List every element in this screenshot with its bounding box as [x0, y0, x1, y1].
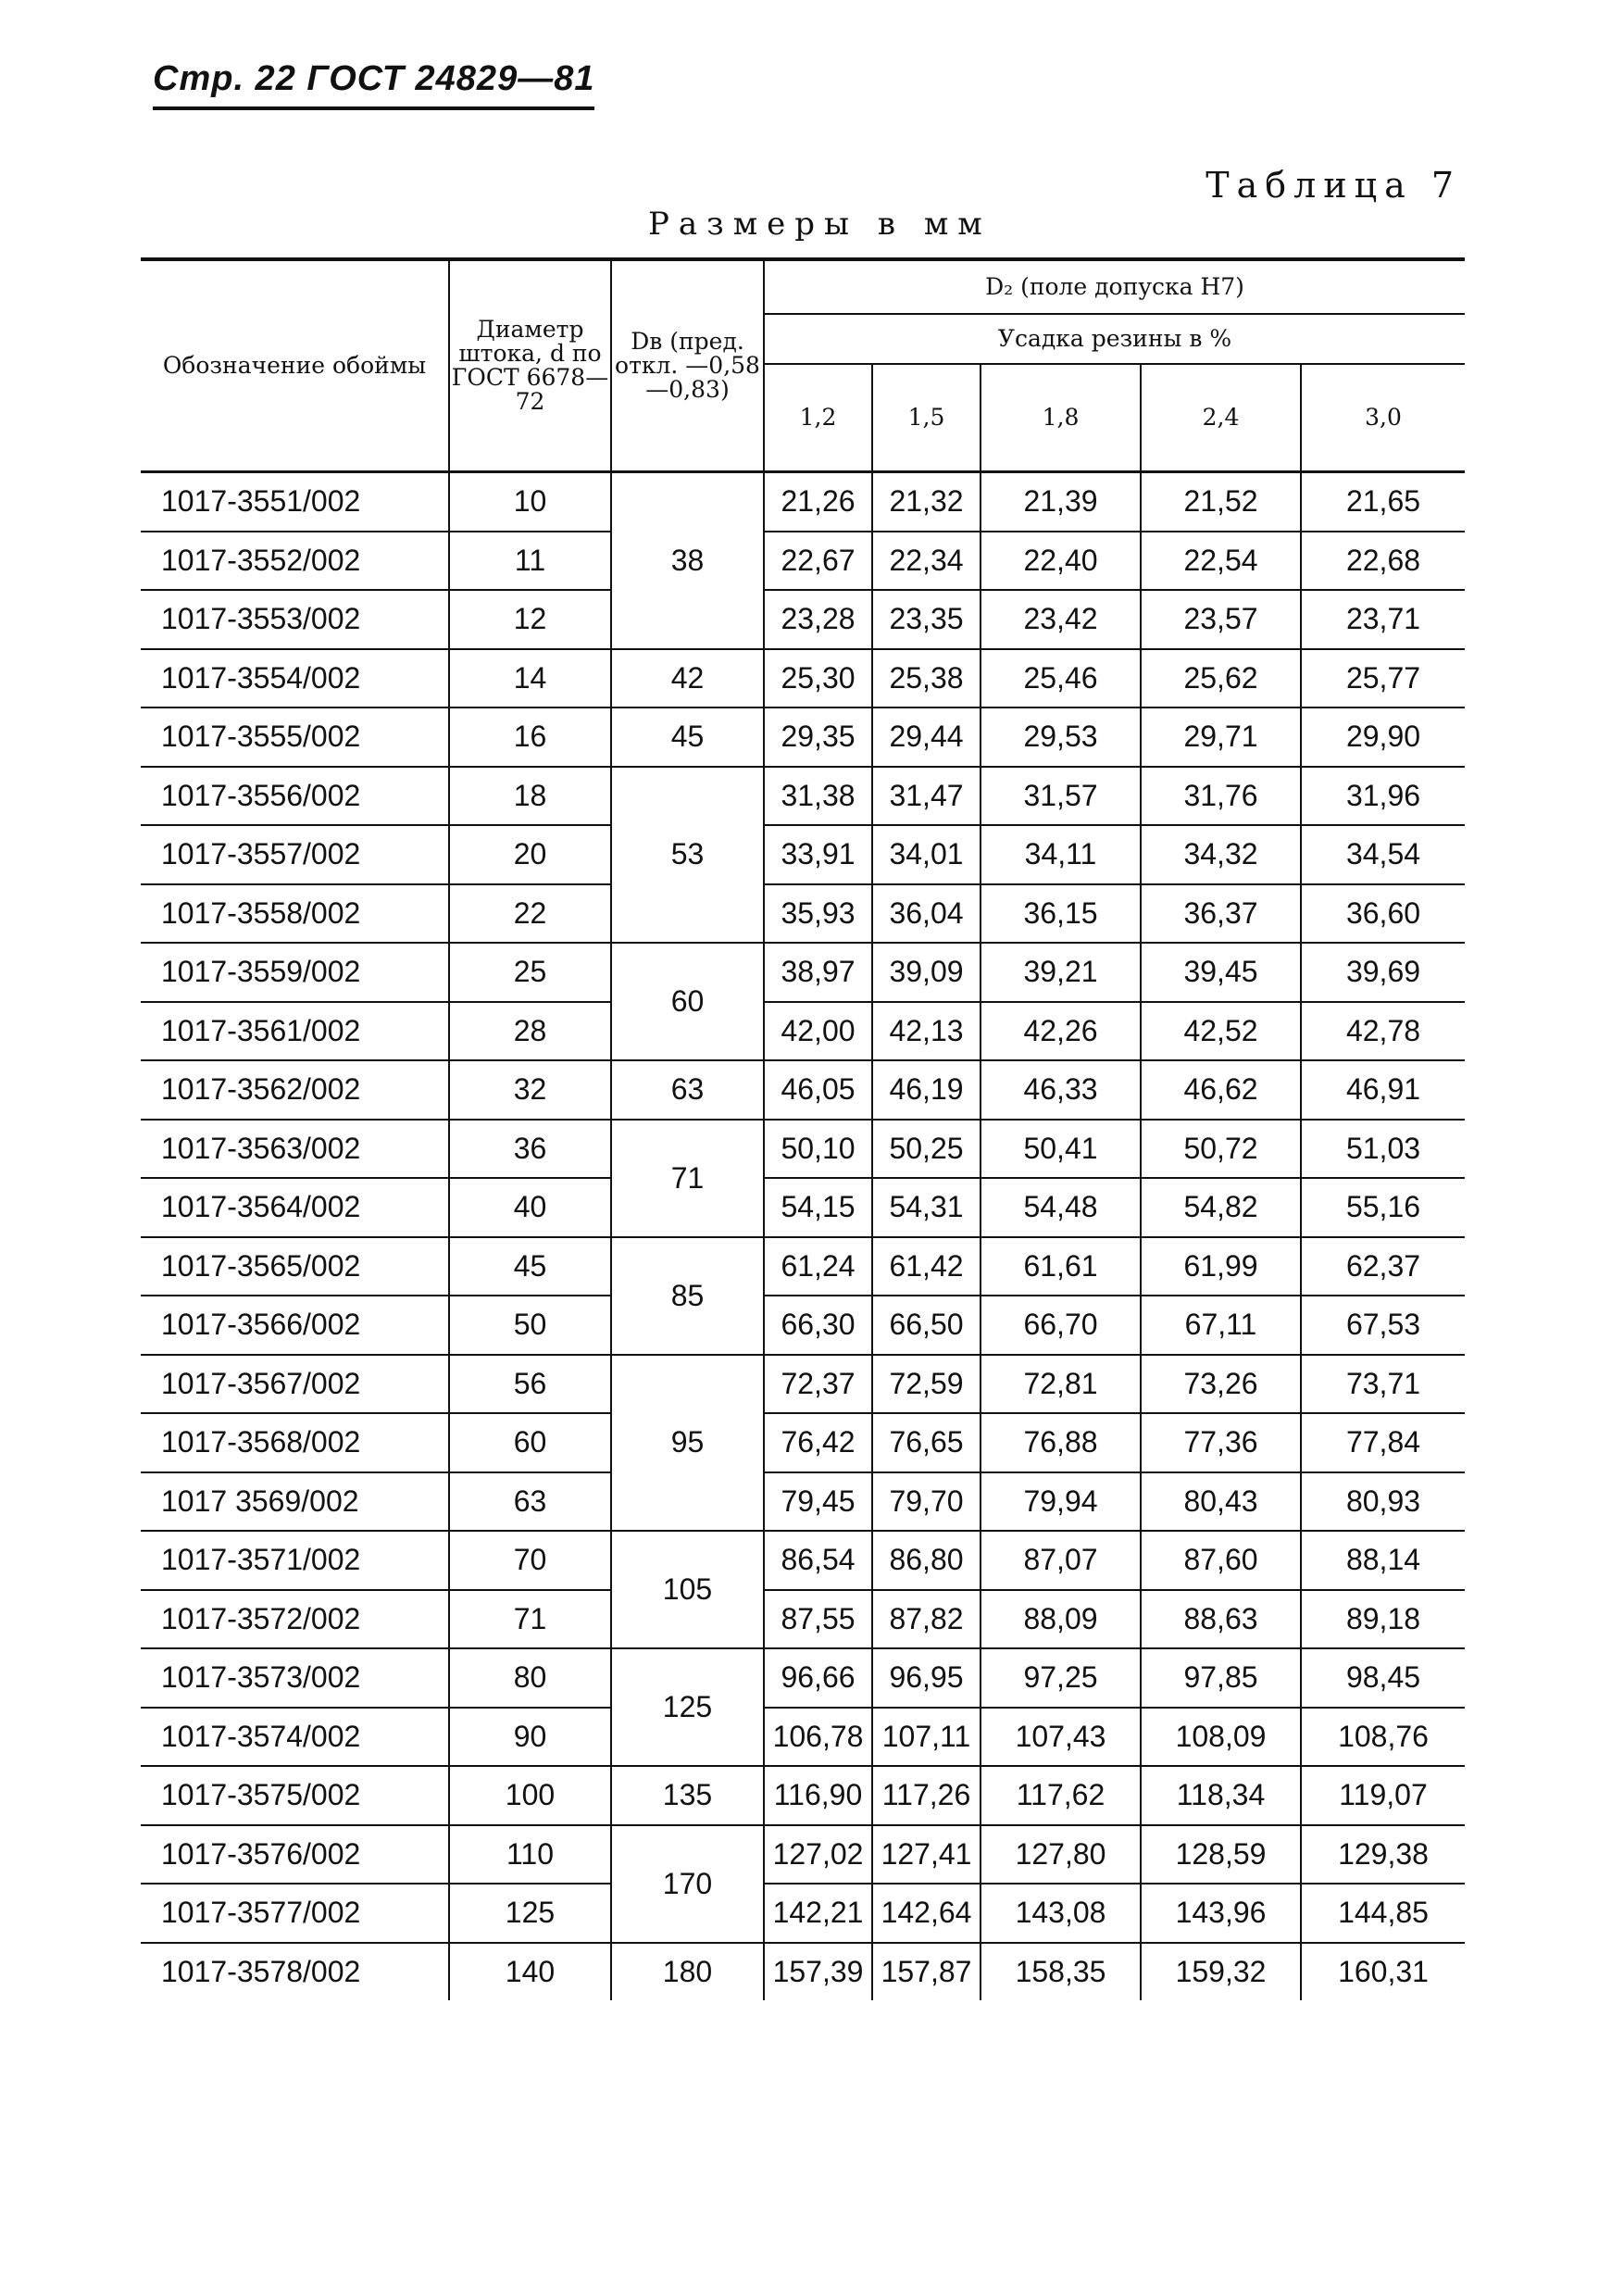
value-cell-c18: 23,42: [981, 590, 1141, 649]
value-cell-c15: 157,87: [872, 1943, 981, 2001]
value-cell-c24: 31,76: [1141, 767, 1301, 826]
value-cell-c12: 23,28: [764, 590, 872, 649]
rod-diameter-cell: 70: [449, 1531, 611, 1590]
db-cell: 53: [611, 767, 764, 944]
col-header-shrink-1-5: 1,5: [872, 364, 981, 472]
db-cell: 95: [611, 1355, 764, 1532]
value-cell-c15: 142,64: [872, 1884, 981, 1943]
db-cell: 105: [611, 1531, 764, 1648]
value-cell-c18: 72,81: [981, 1355, 1141, 1414]
value-cell-c15: 61,42: [872, 1237, 981, 1296]
value-cell-c30: 39,69: [1301, 943, 1465, 1002]
value-cell-c15: 72,59: [872, 1355, 981, 1414]
value-cell-c30: 29,90: [1301, 707, 1465, 767]
designation-cell: 1017-3562/002: [141, 1060, 449, 1120]
value-cell-c24: 39,45: [1141, 943, 1301, 1002]
table-row: [141, 884, 1465, 944]
value-cell-c18: 22,40: [981, 532, 1141, 591]
rod-diameter-cell: 22: [449, 884, 611, 944]
value-cell-c30: 77,84: [1301, 1413, 1465, 1472]
value-cell-c12: 96,66: [764, 1648, 872, 1708]
col-header-rod-diameter: Диаметр штока, d по ГОСТ 6678—72: [449, 259, 611, 472]
db-cell: 85: [611, 1237, 764, 1355]
value-cell-c12: 29,35: [764, 707, 872, 767]
value-cell-c12: 87,55: [764, 1590, 872, 1649]
value-cell-c18: 46,33: [981, 1060, 1141, 1120]
value-cell-c24: 128,59: [1141, 1825, 1301, 1885]
designation-cell: 1017-3578/002: [141, 1943, 449, 2001]
designation-cell: 1017 3569/002: [141, 1472, 449, 1532]
designation-cell: 1017-3558/002: [141, 884, 449, 944]
rod-diameter-cell: 20: [449, 825, 611, 884]
value-cell-c30: 62,37: [1301, 1237, 1465, 1296]
value-cell-c15: 79,70: [872, 1472, 981, 1532]
value-cell-c12: 35,93: [764, 884, 872, 944]
value-cell-c24: 143,96: [1141, 1884, 1301, 1943]
db-cell: 42: [611, 649, 764, 708]
value-cell-c18: 88,09: [981, 1590, 1141, 1649]
value-cell-c12: 54,15: [764, 1178, 872, 1237]
table-title: Таблица 7: [1206, 165, 1461, 206]
value-cell-c15: 34,01: [872, 825, 981, 884]
value-cell-c12: 42,00: [764, 1002, 872, 1061]
value-cell-c12: 21,26: [764, 472, 872, 532]
value-cell-c24: 23,57: [1141, 590, 1301, 649]
designation-cell: 1017-3555/002: [141, 707, 449, 767]
value-cell-c24: 25,62: [1141, 649, 1301, 708]
rod-diameter-cell: 90: [449, 1708, 611, 1767]
designation-cell: 1017-3577/002: [141, 1884, 449, 1943]
table-row: [141, 1648, 1465, 1708]
value-cell-c12: 46,05: [764, 1060, 872, 1120]
value-cell-c30: 34,54: [1301, 825, 1465, 884]
value-cell-c24: 34,32: [1141, 825, 1301, 884]
value-cell-c24: 50,72: [1141, 1120, 1301, 1179]
designation-cell: 1017-3571/002: [141, 1531, 449, 1590]
value-cell-c12: 142,21: [764, 1884, 872, 1943]
value-cell-c12: 106,78: [764, 1708, 872, 1767]
value-cell-c30: 88,14: [1301, 1531, 1465, 1590]
db-cell: 125: [611, 1648, 764, 1766]
designation-cell: 1017-3551/002: [141, 472, 449, 532]
col-header-designation: Обозначение обоймы: [141, 259, 449, 472]
value-cell-c24: 77,36: [1141, 1413, 1301, 1472]
table-row: [141, 532, 1465, 591]
dimensions-table: [141, 257, 1465, 2000]
value-cell-c15: 86,80: [872, 1531, 981, 1590]
designation-cell: 1017-3574/002: [141, 1708, 449, 1767]
rod-diameter-cell: 140: [449, 1943, 611, 2001]
col-header-shrink-1-2: 1,2: [764, 364, 872, 472]
value-cell-c30: 46,91: [1301, 1060, 1465, 1120]
value-cell-c15: 54,31: [872, 1178, 981, 1237]
rod-diameter-cell: 56: [449, 1355, 611, 1414]
rod-diameter-cell: 14: [449, 649, 611, 708]
value-cell-c30: 55,16: [1301, 1178, 1465, 1237]
rod-diameter-cell: 71: [449, 1590, 611, 1649]
designation-cell: 1017-3568/002: [141, 1413, 449, 1472]
value-cell-c30: 80,93: [1301, 1472, 1465, 1532]
value-cell-c18: 127,80: [981, 1825, 1141, 1885]
db-cell: 38: [611, 472, 764, 649]
designation-cell: 1017-3572/002: [141, 1590, 449, 1649]
value-cell-c15: 23,35: [872, 590, 981, 649]
table-row: [141, 649, 1465, 708]
table-body: [141, 472, 1465, 2001]
value-cell-c30: 67,53: [1301, 1296, 1465, 1355]
rod-diameter-cell: 100: [449, 1766, 611, 1825]
value-cell-c12: 127,02: [764, 1825, 872, 1885]
col-header-db: Dв (пред. откл. —0,58 —0,83): [611, 259, 764, 472]
value-cell-c24: 80,43: [1141, 1472, 1301, 1532]
rod-diameter-cell: 50: [449, 1296, 611, 1355]
rod-diameter-cell: 125: [449, 1884, 611, 1943]
value-cell-c24: 73,26: [1141, 1355, 1301, 1414]
value-cell-c18: 42,26: [981, 1002, 1141, 1061]
db-cell: 180: [611, 1943, 764, 2001]
value-cell-c24: 36,37: [1141, 884, 1301, 944]
value-cell-c24: 54,82: [1141, 1178, 1301, 1237]
value-cell-c18: 107,43: [981, 1708, 1141, 1767]
value-cell-c15: 25,38: [872, 649, 981, 708]
value-cell-c18: 158,35: [981, 1943, 1141, 2001]
designation-cell: 1017-3554/002: [141, 649, 449, 708]
db-cell: 135: [611, 1766, 764, 1825]
value-cell-c24: 22,54: [1141, 532, 1301, 591]
value-cell-c15: 50,25: [872, 1120, 981, 1179]
table-row: [141, 1708, 1465, 1767]
value-cell-c18: 54,48: [981, 1178, 1141, 1237]
designation-cell: 1017-3561/002: [141, 1002, 449, 1061]
value-cell-c18: 25,46: [981, 649, 1141, 708]
value-cell-c12: 79,45: [764, 1472, 872, 1532]
value-cell-c12: 50,10: [764, 1120, 872, 1179]
designation-cell: 1017-3575/002: [141, 1766, 449, 1825]
value-cell-c12: 116,90: [764, 1766, 872, 1825]
value-cell-c18: 66,70: [981, 1296, 1141, 1355]
db-cell: 63: [611, 1060, 764, 1120]
designation-cell: 1017-3576/002: [141, 1825, 449, 1885]
value-cell-c30: 36,60: [1301, 884, 1465, 944]
table-row: [141, 1531, 1465, 1590]
table-row: [141, 1413, 1465, 1472]
value-cell-c18: 117,62: [981, 1766, 1141, 1825]
rod-diameter-cell: 18: [449, 767, 611, 826]
rod-diameter-cell: 80: [449, 1648, 611, 1708]
table-row: [141, 1002, 1465, 1061]
value-cell-c18: 97,25: [981, 1648, 1141, 1708]
value-cell-c18: 87,07: [981, 1531, 1141, 1590]
table-row: [141, 1060, 1465, 1120]
value-cell-c18: 34,11: [981, 825, 1141, 884]
value-cell-c15: 127,41: [872, 1825, 981, 1885]
table-row: [141, 590, 1465, 649]
value-cell-c15: 66,50: [872, 1296, 981, 1355]
value-cell-c30: 42,78: [1301, 1002, 1465, 1061]
value-cell-c15: 117,26: [872, 1766, 981, 1825]
designation-cell: 1017-3564/002: [141, 1178, 449, 1237]
value-cell-c18: 50,41: [981, 1120, 1141, 1179]
designation-cell: 1017-3566/002: [141, 1296, 449, 1355]
value-cell-c30: 144,85: [1301, 1884, 1465, 1943]
value-cell-c24: 97,85: [1141, 1648, 1301, 1708]
value-cell-c18: 29,53: [981, 707, 1141, 767]
table-row: [141, 943, 1465, 1002]
table-row: [141, 1884, 1465, 1943]
col-header-shrink-3-0: 3,0: [1301, 364, 1465, 472]
designation-cell: 1017-3559/002: [141, 943, 449, 1002]
rod-diameter-cell: 60: [449, 1413, 611, 1472]
db-cell: 71: [611, 1120, 764, 1237]
value-cell-c15: 46,19: [872, 1060, 981, 1120]
designation-cell: 1017-3563/002: [141, 1120, 449, 1179]
value-cell-c15: 31,47: [872, 767, 981, 826]
value-cell-c18: 143,08: [981, 1884, 1141, 1943]
value-cell-c15: 36,04: [872, 884, 981, 944]
value-cell-c12: 66,30: [764, 1296, 872, 1355]
value-cell-c30: 129,38: [1301, 1825, 1465, 1885]
col-header-shrink-2-4: 2,4: [1141, 364, 1301, 472]
value-cell-c30: 98,45: [1301, 1648, 1465, 1708]
table-row: [141, 1355, 1465, 1414]
value-cell-c15: 42,13: [872, 1002, 981, 1061]
table-row: [141, 1590, 1465, 1649]
value-cell-c18: 39,21: [981, 943, 1141, 1002]
table-row: [141, 1178, 1465, 1237]
value-cell-c30: 21,65: [1301, 472, 1465, 532]
rod-diameter-cell: 110: [449, 1825, 611, 1885]
value-cell-c12: 31,38: [764, 767, 872, 826]
col-header-d2-group: D₂ (поле допуска Н7): [764, 259, 1465, 314]
table-row: [141, 1472, 1465, 1532]
col-header-shrinkage-group: Усадка резины в %: [764, 314, 1465, 364]
value-cell-c18: 36,15: [981, 884, 1141, 944]
db-cell: 60: [611, 943, 764, 1060]
rod-diameter-cell: 11: [449, 532, 611, 591]
designation-cell: 1017-3557/002: [141, 825, 449, 884]
rod-diameter-cell: 25: [449, 943, 611, 1002]
designation-cell: 1017-3553/002: [141, 590, 449, 649]
value-cell-c12: 61,24: [764, 1237, 872, 1296]
designation-cell: 1017-3567/002: [141, 1355, 449, 1414]
value-cell-c12: 157,39: [764, 1943, 872, 2001]
rod-diameter-cell: 12: [449, 590, 611, 649]
page-header: Стр. 22 ГОСТ 24829—81: [153, 59, 594, 110]
value-cell-c24: 46,62: [1141, 1060, 1301, 1120]
value-cell-c15: 76,65: [872, 1413, 981, 1472]
value-cell-c18: 79,94: [981, 1472, 1141, 1532]
value-cell-c12: 25,30: [764, 649, 872, 708]
value-cell-c24: 87,60: [1141, 1531, 1301, 1590]
value-cell-c15: 96,95: [872, 1648, 981, 1708]
value-cell-c24: 67,11: [1141, 1296, 1301, 1355]
rod-diameter-cell: 28: [449, 1002, 611, 1061]
table-row: [141, 1825, 1465, 1885]
value-cell-c12: 22,67: [764, 532, 872, 591]
table-row: [141, 1120, 1465, 1179]
rod-diameter-cell: 45: [449, 1237, 611, 1296]
value-cell-c24: 118,34: [1141, 1766, 1301, 1825]
designation-cell: 1017-3573/002: [141, 1648, 449, 1708]
value-cell-c24: 61,99: [1141, 1237, 1301, 1296]
col-header-shrink-1-8: 1,8: [981, 364, 1141, 472]
value-cell-c30: 160,31: [1301, 1943, 1465, 2001]
value-cell-c30: 25,77: [1301, 649, 1465, 708]
table-row: [141, 825, 1465, 884]
db-cell: 170: [611, 1825, 764, 1943]
value-cell-c24: 159,32: [1141, 1943, 1301, 2001]
value-cell-c18: 61,61: [981, 1237, 1141, 1296]
value-cell-c30: 31,96: [1301, 767, 1465, 826]
table-row: [141, 472, 1465, 532]
value-cell-c18: 76,88: [981, 1413, 1141, 1472]
rod-diameter-cell: 16: [449, 707, 611, 767]
value-cell-c24: 21,52: [1141, 472, 1301, 532]
value-cell-c30: 73,71: [1301, 1355, 1465, 1414]
value-cell-c12: 86,54: [764, 1531, 872, 1590]
table-row: [141, 707, 1465, 767]
table-row: [141, 1237, 1465, 1296]
rod-diameter-cell: 63: [449, 1472, 611, 1532]
value-cell-c30: 51,03: [1301, 1120, 1465, 1179]
value-cell-c30: 23,71: [1301, 590, 1465, 649]
value-cell-c24: 42,52: [1141, 1002, 1301, 1061]
db-cell: 45: [611, 707, 764, 767]
value-cell-c15: 87,82: [872, 1590, 981, 1649]
value-cell-c24: 29,71: [1141, 707, 1301, 767]
designation-cell: 1017-3556/002: [141, 767, 449, 826]
value-cell-c12: 33,91: [764, 825, 872, 884]
value-cell-c18: 31,57: [981, 767, 1141, 826]
value-cell-c15: 22,34: [872, 532, 981, 591]
table-row: [141, 767, 1465, 826]
table-row: [141, 1296, 1465, 1355]
value-cell-c15: 107,11: [872, 1708, 981, 1767]
value-cell-c30: 89,18: [1301, 1590, 1465, 1649]
table-row: [141, 1766, 1465, 1825]
value-cell-c30: 22,68: [1301, 532, 1465, 591]
rod-diameter-cell: 40: [449, 1178, 611, 1237]
value-cell-c24: 108,09: [1141, 1708, 1301, 1767]
value-cell-c30: 119,07: [1301, 1766, 1465, 1825]
units-label: Размеры в мм: [648, 206, 992, 243]
value-cell-c12: 76,42: [764, 1413, 872, 1472]
rod-diameter-cell: 32: [449, 1060, 611, 1120]
value-cell-c24: 88,63: [1141, 1590, 1301, 1649]
designation-cell: 1017-3565/002: [141, 1237, 449, 1296]
table-row: [141, 1943, 1465, 2001]
value-cell-c30: 108,76: [1301, 1708, 1465, 1767]
value-cell-c12: 38,97: [764, 943, 872, 1002]
value-cell-c15: 29,44: [872, 707, 981, 767]
value-cell-c18: 21,39: [981, 472, 1141, 532]
value-cell-c15: 39,09: [872, 943, 981, 1002]
rod-diameter-cell: 36: [449, 1120, 611, 1179]
designation-cell: 1017-3552/002: [141, 532, 449, 591]
rod-diameter-cell: 10: [449, 472, 611, 532]
value-cell-c15: 21,32: [872, 472, 981, 532]
value-cell-c12: 72,37: [764, 1355, 872, 1414]
